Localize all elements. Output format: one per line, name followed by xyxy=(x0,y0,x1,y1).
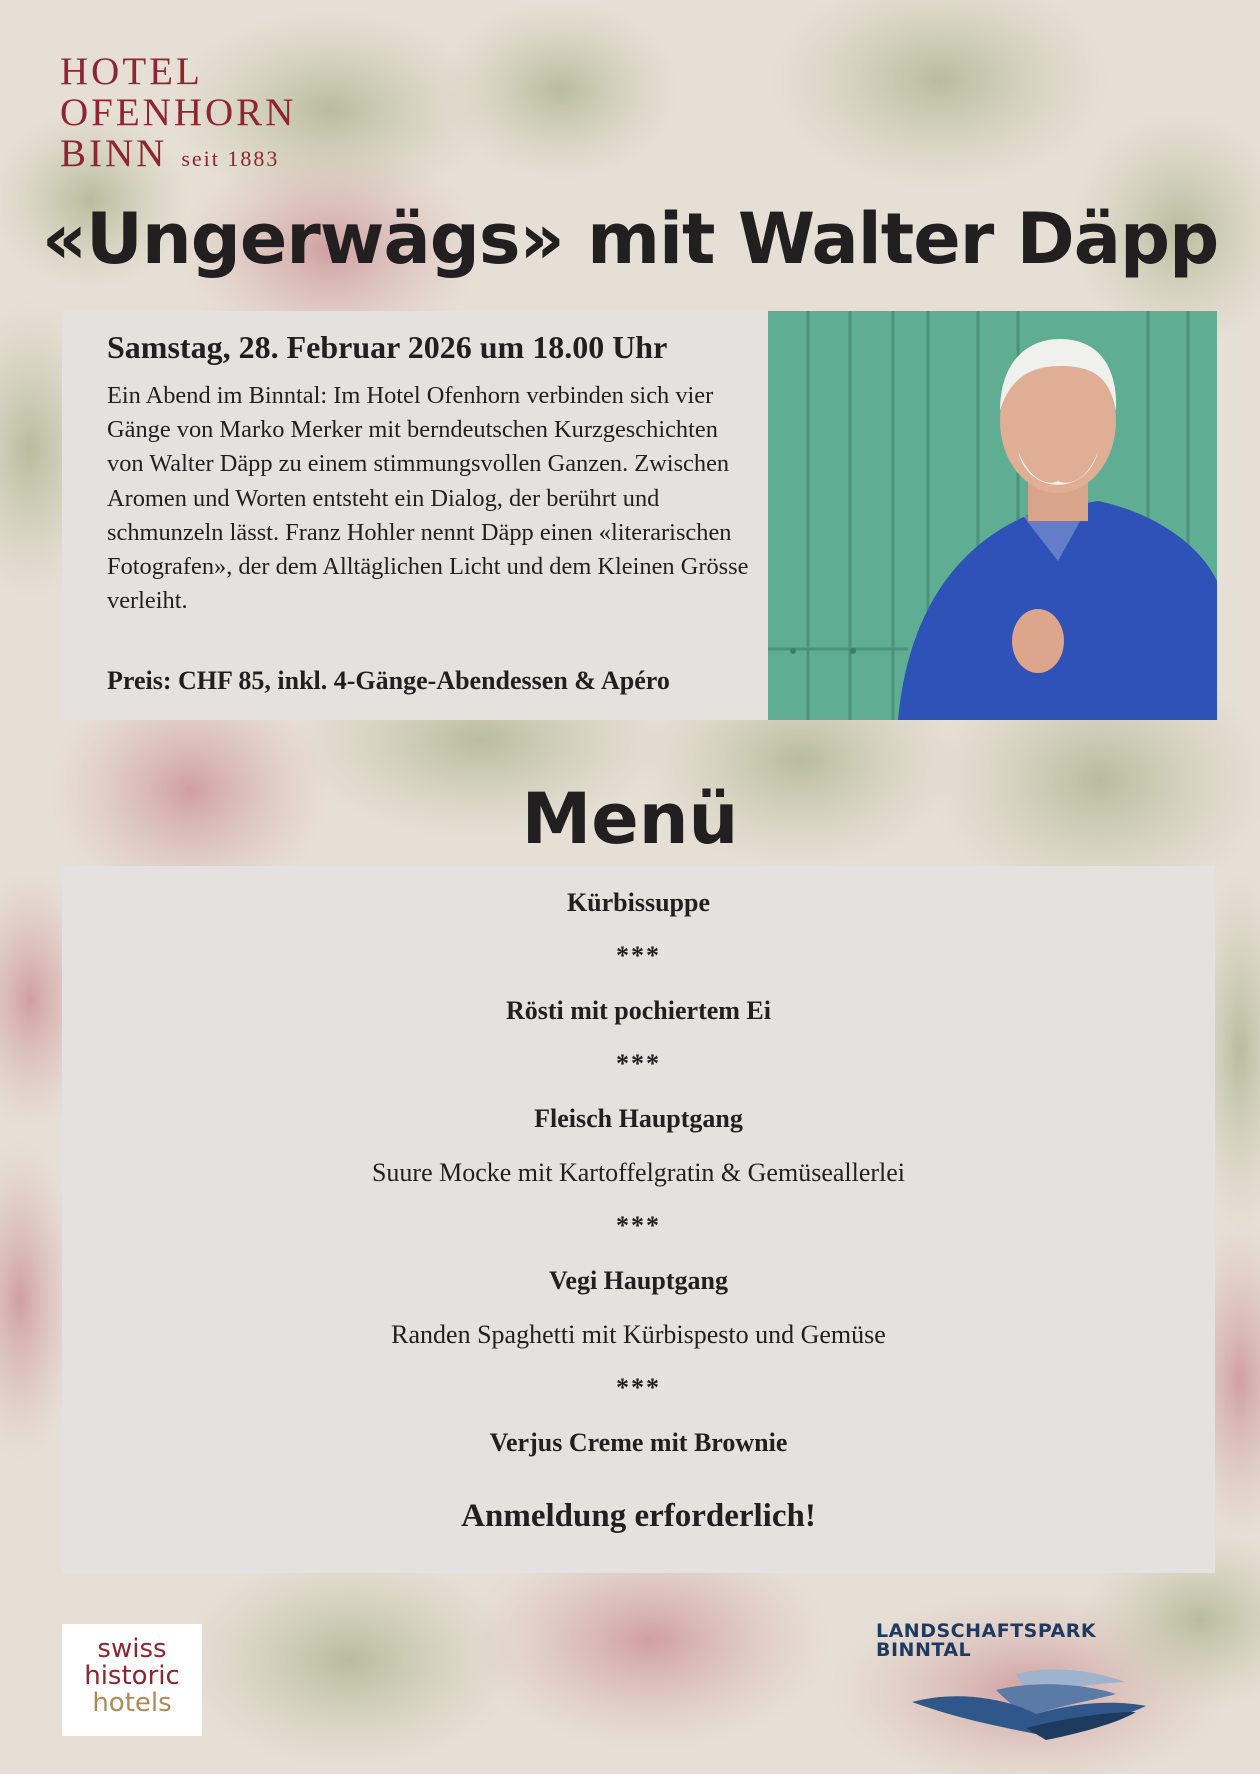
menu-separator: *** xyxy=(616,1049,661,1078)
menu-main-meat: Suure Mocke mit Kartoffelgratin & Gemüseallerlei xyxy=(371,1158,906,1187)
park-logo-line1: LANDSCHAFTSPARK xyxy=(876,1620,1097,1642)
menu-dessert: Verjus Creme mit Brownie xyxy=(489,1428,788,1457)
menu-separator: *** xyxy=(616,941,661,970)
menu-separator: *** xyxy=(616,1373,661,1402)
menu-main-veg: Randen Spaghetti mit Kürbispesto und Gemüse xyxy=(391,1320,886,1349)
event-price: Preis: CHF 85, inkl. 4-Gänge-Abendessen & Apéro xyxy=(107,666,670,695)
menu-panel xyxy=(62,866,1215,1573)
menu-course-roesti: Rösti mit pochiertem Ei xyxy=(505,996,771,1025)
logo-line-ofenhorn: OFENHORN xyxy=(60,91,297,134)
event-info-panel xyxy=(62,311,768,720)
event-date: Samstag, 28. Februar 2026 um 18.00 Uhr xyxy=(107,329,668,365)
swiss-historic-hotels-logo xyxy=(62,1624,202,1736)
swiss-logo-line3: hotels xyxy=(92,1688,172,1718)
portrait-photo xyxy=(768,311,1217,720)
landschaftspark-binntal-logo xyxy=(876,1622,1196,1742)
hotel-ofenhorn-logo xyxy=(60,52,296,175)
swiss-logo-line1: swiss xyxy=(97,1634,167,1664)
menu-separator: *** xyxy=(616,1211,661,1240)
menu-main-meat-label: Fleisch Hauptgang xyxy=(534,1104,743,1133)
park-logo-line2: BINNTAL xyxy=(876,1639,972,1661)
event-description: Ein Abend im Binntal: Im Hotel Ofenhorn verbinden sich vier Gänge von Marko Merker mit berndeutschen Kurzgeschichten von Walter Däpp zu einem stimmungsvollen Ganzen. Zwischen Aromen und Worten entsteht ein Dialog, der berührt und schmunzeln lässt. Franz Hohler nennt Däpp einen «literarischen Fotografen», der dem Alltäglichen Licht und dem Kleinen Grösse verleiht. xyxy=(107,382,749,615)
registration-notice: Anmeldung erforderlich! xyxy=(461,1498,816,1534)
menu-main-veg-label: Vegi Hauptgang xyxy=(549,1266,728,1295)
park-logo-mark xyxy=(876,1662,1196,1742)
swiss-logo-line2: historic xyxy=(84,1661,180,1691)
menu-heading: Menü xyxy=(521,778,739,860)
menu-course-soup: Kürbissuppe xyxy=(566,888,711,917)
logo-line-hotel: HOTEL xyxy=(60,50,203,93)
logo-since: seit 1883 xyxy=(181,146,280,171)
logo-line-binn: BINN seit 1883 xyxy=(60,132,280,175)
event-title: «Ungerwägs» mit Walter Däpp xyxy=(41,198,1219,280)
